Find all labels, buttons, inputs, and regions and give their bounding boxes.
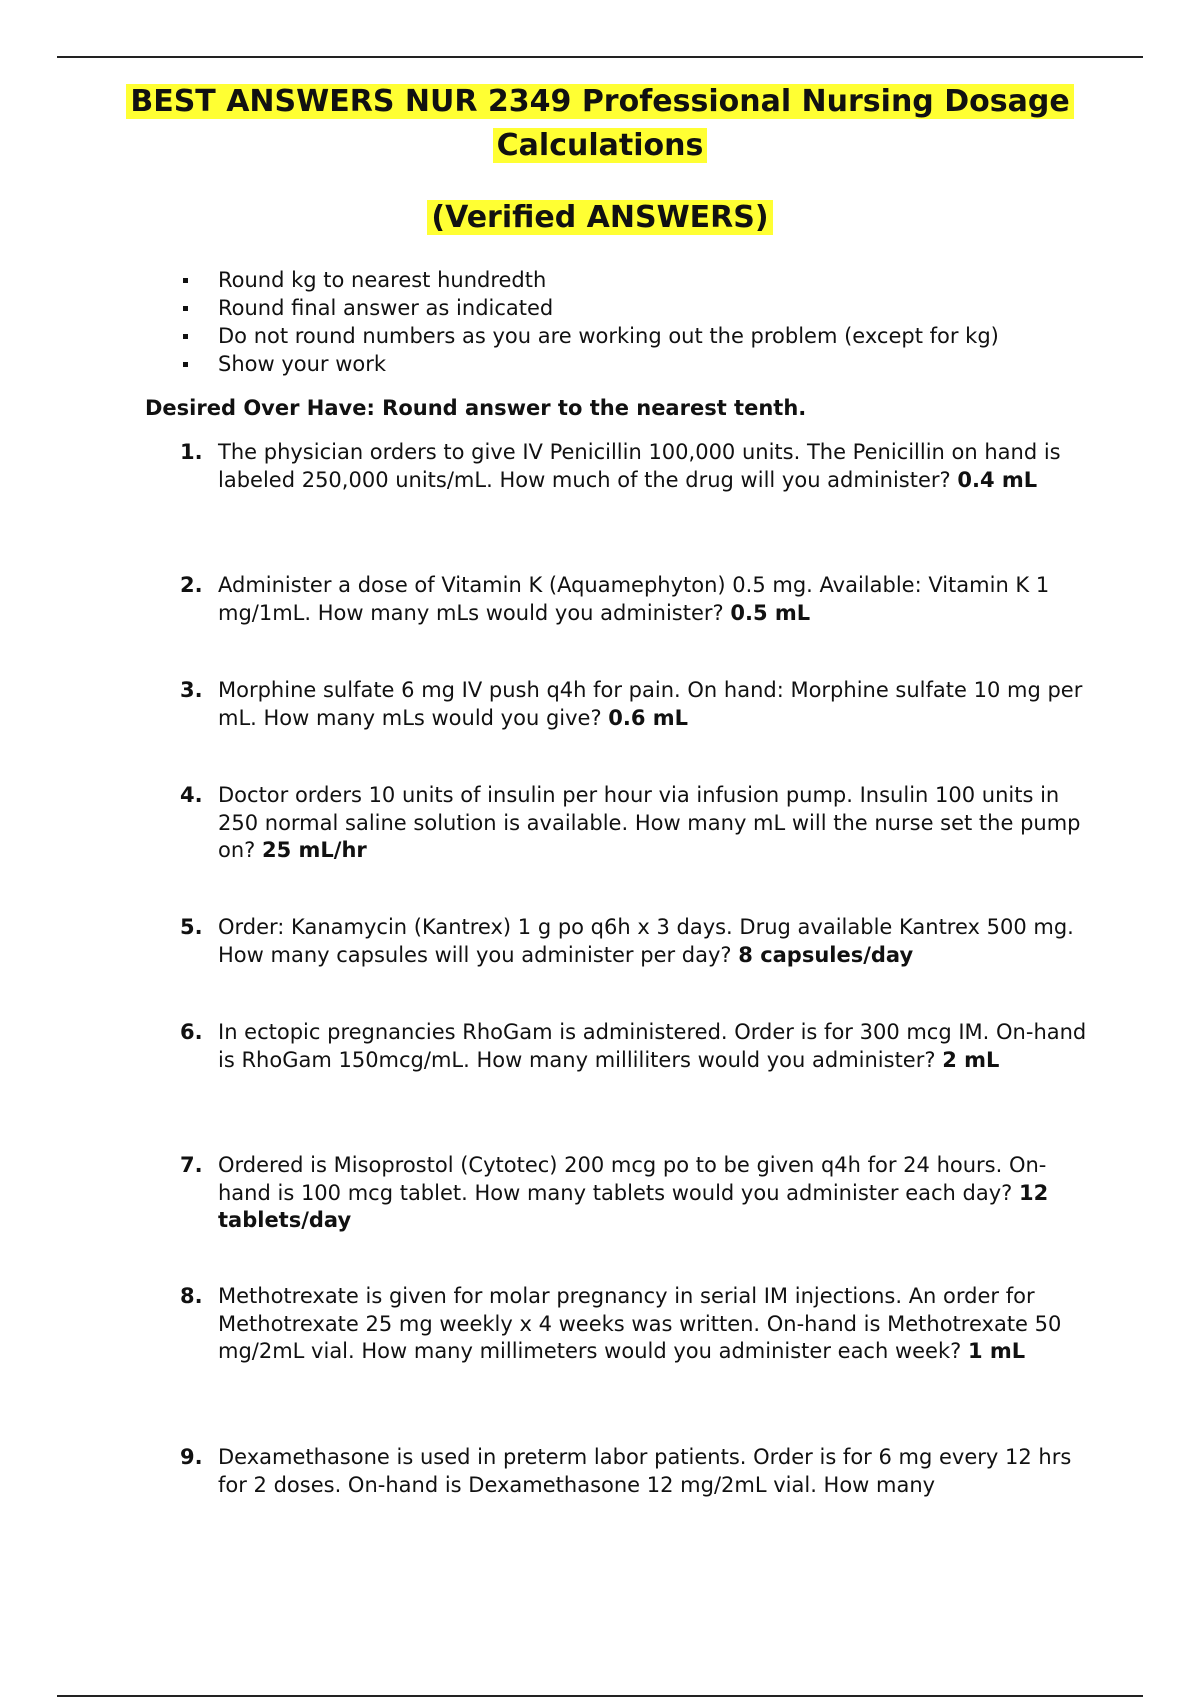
question-text: Methotrexate is given for molar pregnancy in serial IM injections. An order for Methotrexate 25 mg weekly x 4 weeks was written. On-hand is Methotrexate 50 mg/2mL vial. How many millimeters would you administer each week? bbox=[218, 1284, 1062, 1363]
question-answer: 12 tablets/day bbox=[218, 1180, 1049, 1232]
question-number: 1. bbox=[180, 440, 203, 464]
bullet-square-icon bbox=[183, 278, 188, 283]
question-item bbox=[180, 439, 1090, 494]
instructions-list bbox=[180, 266, 999, 378]
question-text: The physician orders to give IV Penicillin 100,000 units. The Penicillin on hand is labeled 250,000 units/mL. How much of the drug will you administer? bbox=[218, 440, 1061, 492]
title-line-2: Calculations bbox=[493, 128, 708, 163]
subtitle-text: (Verified ANSWERS) bbox=[427, 200, 772, 235]
question-item bbox=[180, 782, 1090, 865]
question-text: Morphine sulfate 6 mg IV push q4h for pain. On hand: Morphine sulfate 10 mg per mL. How many mLs would you give? bbox=[218, 678, 1083, 730]
question-item bbox=[180, 1152, 1090, 1235]
question-answer: 8 capsules/day bbox=[738, 942, 914, 967]
question-text: Doctor orders 10 units of insulin per hour via infusion pump. Insulin 100 units in 250 normal saline solution is available. How many mL will the nurse set the pump on? bbox=[218, 783, 1081, 862]
bottom-rule bbox=[57, 1695, 1143, 1697]
question-number: 4. bbox=[180, 783, 203, 807]
bullet-square-icon bbox=[183, 334, 188, 339]
document-title bbox=[0, 80, 1200, 168]
instruction-item bbox=[180, 322, 999, 350]
instruction-text: Show your work bbox=[218, 352, 387, 376]
bullet-square-icon bbox=[183, 362, 188, 367]
question-number: 8. bbox=[180, 1284, 203, 1308]
top-rule bbox=[57, 56, 1143, 58]
instruction-item bbox=[180, 266, 999, 294]
question-item bbox=[180, 914, 1090, 969]
question-text: Administer a dose of Vitamin K (Aquamephyton) 0.5 mg. Available: Vitamin K 1 mg/1mL. How many mLs would you administer? bbox=[218, 573, 1050, 625]
question-answer: 25 mL/hr bbox=[261, 838, 367, 862]
question-item bbox=[180, 677, 1090, 732]
question-answer: 2 mL bbox=[942, 1047, 1000, 1072]
question-item bbox=[180, 572, 1090, 627]
question-text: Order: Kanamycin (Kantrex) 1 g po q6h x 3 days. Drug available Kantrex 500 mg. How many capsules will you administer per day? bbox=[218, 915, 1074, 967]
question-answer: 0.6 mL bbox=[608, 705, 689, 730]
instruction-text: Round final answer as indicated bbox=[218, 296, 554, 320]
question-number: 9. bbox=[180, 1445, 203, 1469]
question-text: Dexamethasone is used in preterm labor patients. Order is for 6 mg every 12 hrs for 2 doses. On-hand is Dexamethasone 12 mg/2mL vial. How many bbox=[218, 1445, 1072, 1497]
question-number: 5. bbox=[180, 915, 203, 939]
question-text: Ordered is Misoprostol (Cytotec) 200 mcg po to be given q4h for 24 hours. On-hand is 100 mcg tablet. How many tablets would you administer each day? bbox=[218, 1153, 1047, 1205]
question-answer: 1 mL bbox=[967, 1339, 1026, 1363]
instruction-item bbox=[180, 294, 999, 322]
instruction-item bbox=[180, 350, 999, 378]
question-text: In ectopic pregnancies RhoGam is administered. Order is for 300 mcg IM. On-hand is RhoGam 150mcg/mL. How many milliliters would you administer? bbox=[218, 1020, 1087, 1072]
question-number: 6. bbox=[180, 1020, 203, 1044]
question-number: 2. bbox=[180, 573, 203, 597]
question-item bbox=[180, 1283, 1090, 1366]
section-heading: Desired Over Have: Round answer to the nearest tenth. bbox=[145, 396, 807, 420]
question-item bbox=[180, 1019, 1090, 1074]
bullet-square-icon bbox=[183, 306, 188, 311]
question-number: 7. bbox=[180, 1153, 203, 1177]
question-answer: 0.4 mL bbox=[957, 467, 1038, 492]
question-item bbox=[180, 1444, 1090, 1499]
question-number: 3. bbox=[180, 678, 203, 702]
document-subtitle bbox=[0, 197, 1200, 239]
instruction-text: Do not round numbers as you are working out the problem (except for kg) bbox=[218, 324, 999, 348]
title-line-1: BEST ANSWERS NUR 2349 Professional Nursing Dosage bbox=[126, 84, 1073, 119]
instruction-text: Round kg to nearest hundredth bbox=[218, 268, 547, 292]
question-answer: 0.5 mL bbox=[730, 600, 811, 625]
